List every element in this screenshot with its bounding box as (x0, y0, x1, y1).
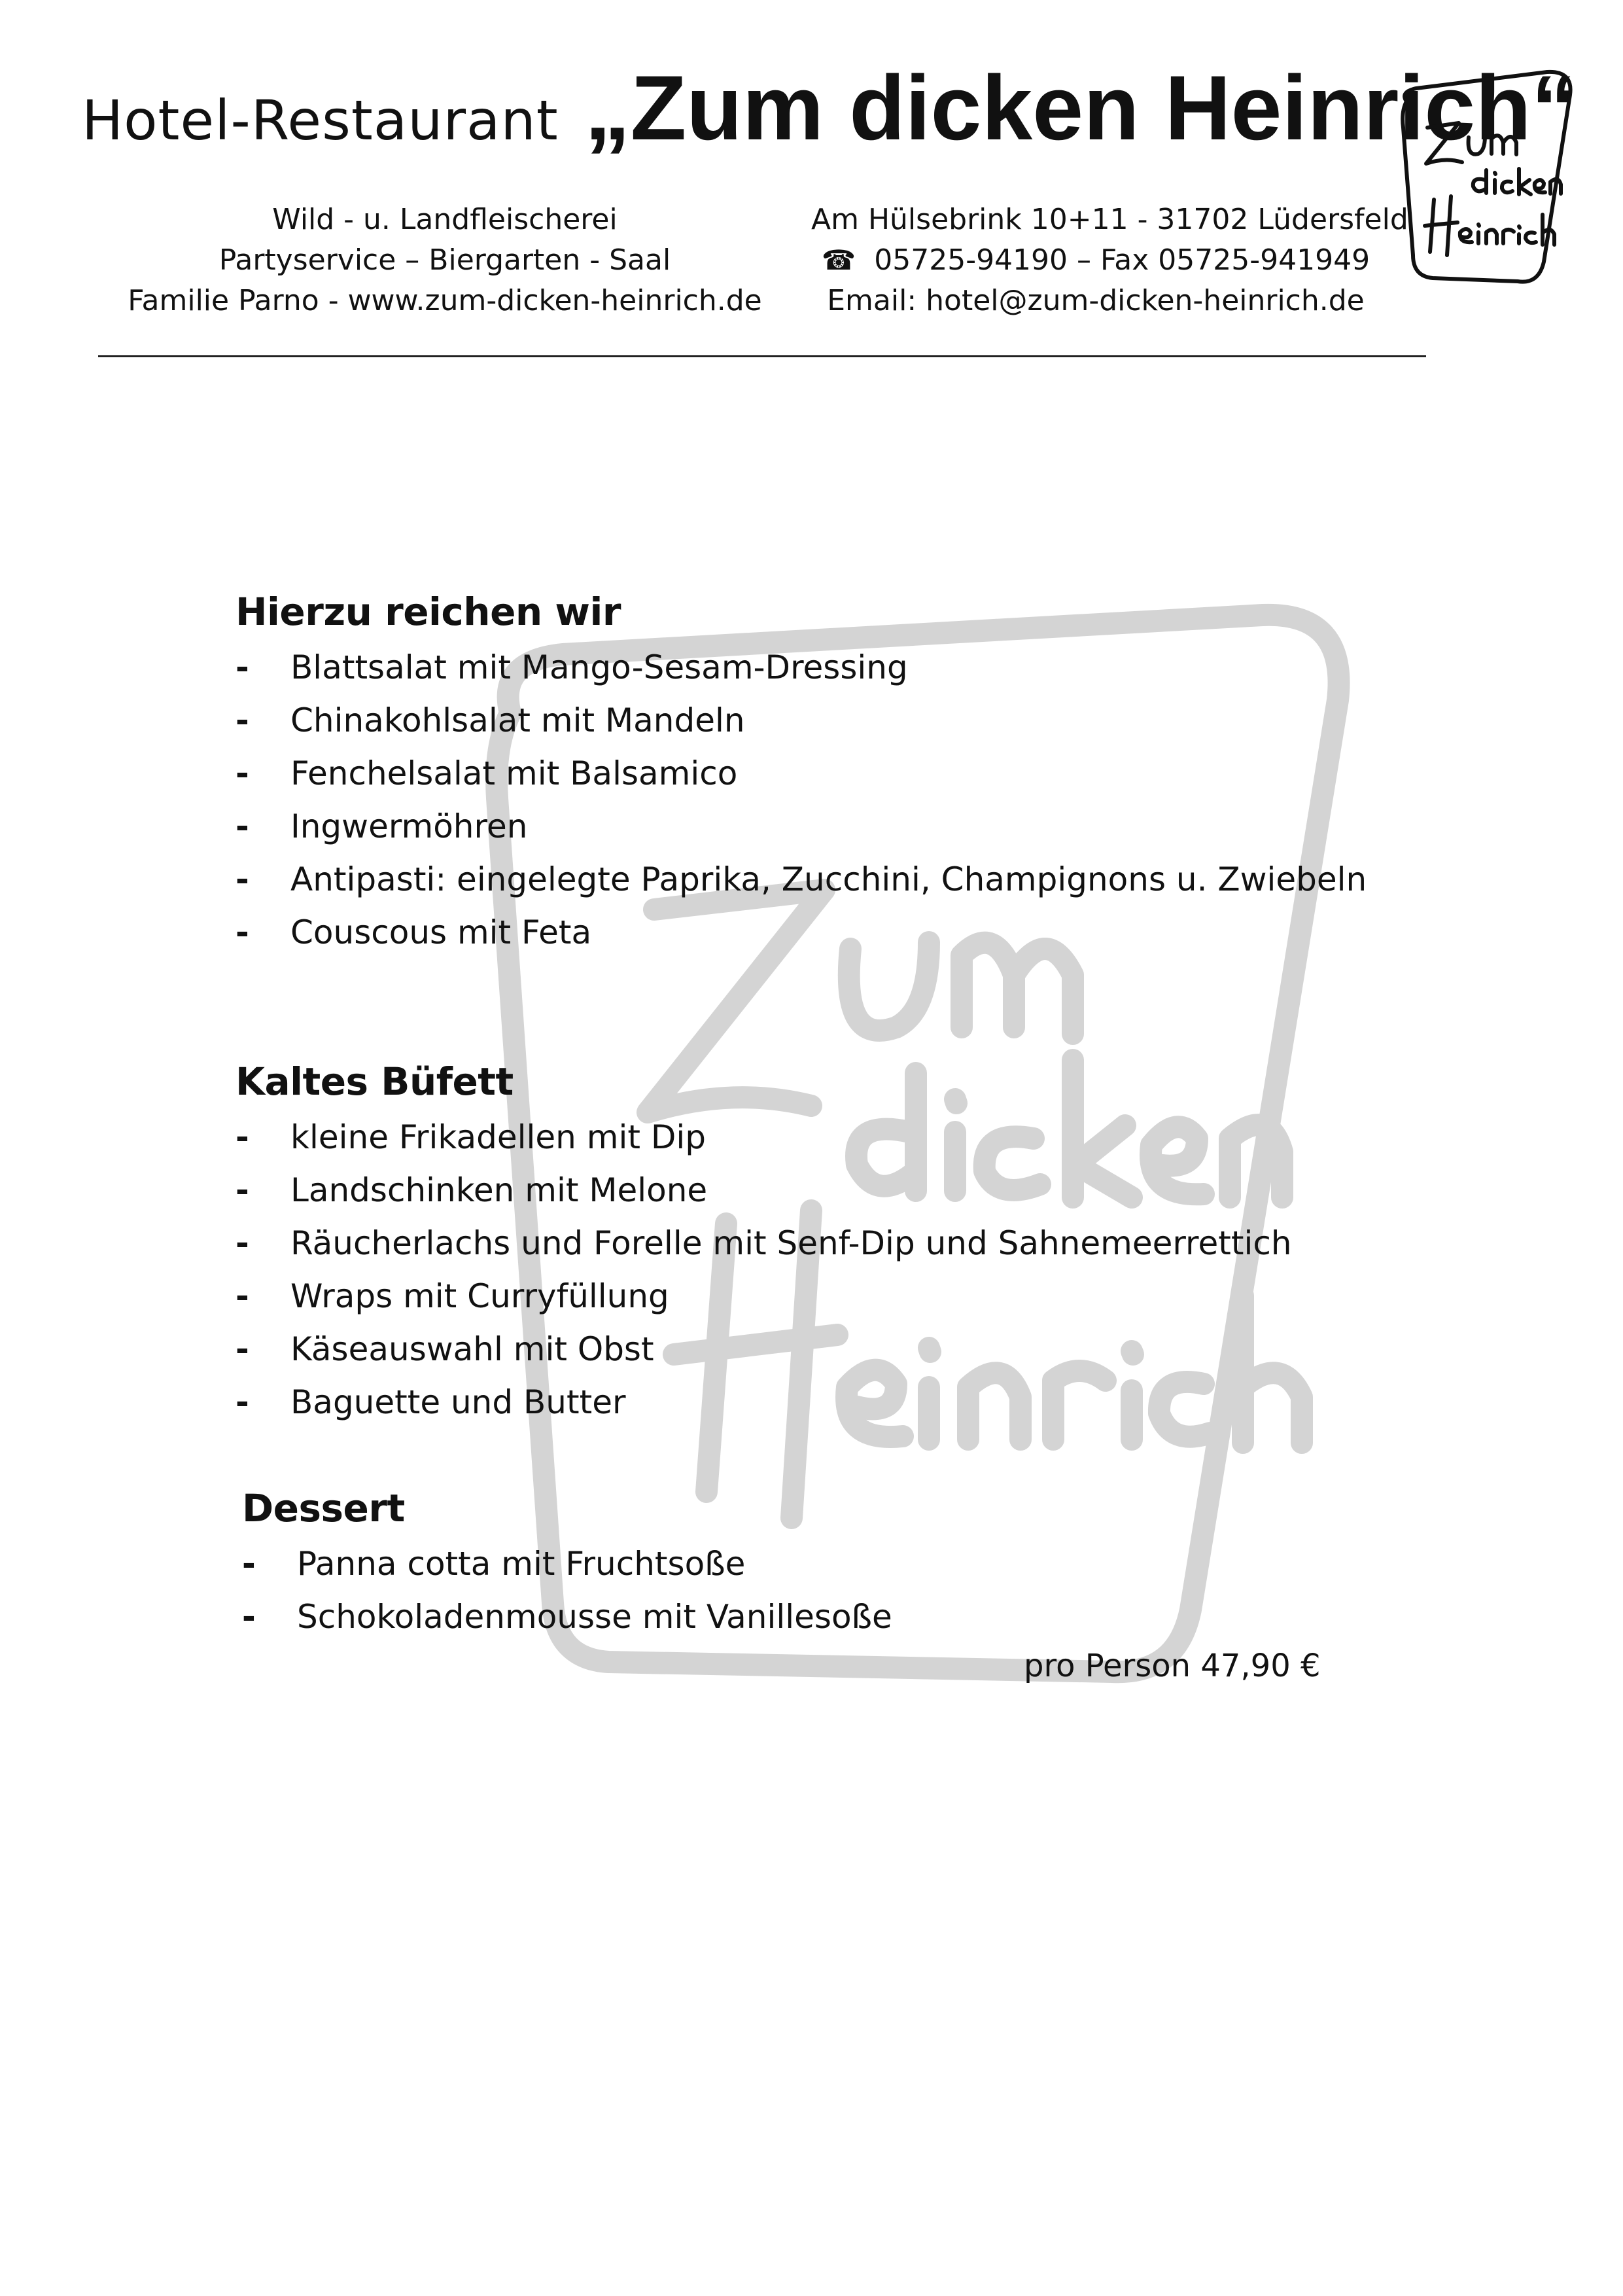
section-title: Kaltes Büfett (236, 1059, 514, 1104)
menu-item (236, 641, 1367, 694)
menu-item-text: Baguette und Butter (290, 1383, 626, 1421)
menu-item-text: Antipasti: eingelegte Paprika, Zucchini, Champignons u. Zwiebeln (290, 860, 1367, 898)
menu-item (236, 747, 1367, 800)
restaurant-logo (1387, 65, 1583, 294)
menu-item (236, 1217, 1292, 1270)
bullet-dash: - (236, 913, 249, 951)
menu-item-text: Panna cotta mit Fruchtsoße (297, 1545, 746, 1583)
menu-item-text: kleine Frikadellen mit Dip (290, 1118, 706, 1156)
menu-item (236, 800, 1367, 853)
bullet-dash: - (236, 648, 249, 686)
bullet-dash: - (236, 1330, 249, 1368)
menu-item (236, 906, 1367, 959)
address-line: Am Hülsebrink 10+11 - 31702 Lüdersfeld (811, 203, 1408, 236)
menu-item-text: Wraps mit Curryfüllung (290, 1277, 669, 1315)
menu-item-text: Schokoladenmousse mit Vanillesoße (297, 1598, 892, 1636)
menu-item-list (242, 1538, 892, 1644)
menu-item-text: Fenchelsalat mit Balsamico (290, 754, 738, 792)
bullet-dash: - (236, 1224, 249, 1262)
menu-section-dessert (242, 1479, 892, 1644)
header-left-info (85, 200, 805, 321)
menu-item-list (236, 641, 1367, 959)
menu-item-text: Landschinken mit Melone (290, 1171, 708, 1209)
menu-item-text: Couscous mit Feta (290, 913, 592, 951)
bullet-dash: - (236, 1383, 249, 1421)
menu-section-kaltes-buefett (236, 1052, 1292, 1429)
menu-item (236, 1111, 1292, 1164)
menu-item (236, 1164, 1292, 1217)
menu-item (236, 1376, 1292, 1429)
menu-item (236, 694, 1367, 747)
menu-item-text: Räucherlachs und Forelle mit Senf-Dip und Sahnemeerrettich (290, 1224, 1292, 1262)
header-left-line: Wild - u. Landfleischerei (272, 203, 618, 236)
menu-item-text: Chinakohlsalat mit Mandeln (290, 701, 745, 739)
bullet-dash: - (236, 1277, 249, 1315)
telephone-icon: ☎ (821, 244, 856, 276)
menu-item-text: Ingwermöhren (290, 807, 528, 845)
menu-section-hierzu (236, 582, 1367, 959)
header-left-line: Familie Parno - www.zum-dicken-heinrich.de (128, 284, 762, 317)
menu-item (236, 1270, 1292, 1323)
bullet-dash: - (242, 1598, 256, 1636)
phone-line (811, 240, 1380, 281)
restaurant-name: „Zum dicken Heinrich“ (584, 56, 1577, 159)
header-left-line: Partyservice – Biergarten - Saal (218, 243, 671, 277)
bullet-dash: - (236, 1171, 249, 1209)
bullet-dash: - (236, 1118, 249, 1156)
menu-item (236, 1323, 1292, 1376)
menu-item (236, 853, 1367, 906)
title-prefix: Hotel-Restaurant (82, 88, 559, 152)
menu-item-text: Blattsalat mit Mango-Sesam-Dressing (290, 648, 908, 686)
bullet-dash: - (236, 807, 249, 845)
phone-fax-text: 05725-94190 – Fax 05725-941949 (874, 243, 1370, 277)
page-title (82, 56, 1577, 159)
menu-item-list (236, 1111, 1292, 1429)
header-divider (98, 355, 1426, 357)
bullet-dash: - (242, 1545, 256, 1583)
section-title: Dessert (242, 1486, 405, 1530)
price-per-person: pro Person 47,90 € (1024, 1648, 1321, 1684)
bullet-dash: - (236, 754, 249, 792)
header-contact-info (811, 200, 1408, 321)
menu-item (242, 1538, 892, 1591)
menu-item-text: Käseauswahl mit Obst (290, 1330, 654, 1368)
menu-item (242, 1591, 892, 1644)
section-title: Hierzu reichen wir (236, 590, 621, 634)
email-line: Email: hotel@zum-dicken-heinrich.de (827, 284, 1365, 317)
bullet-dash: - (236, 860, 249, 898)
bullet-dash: - (236, 701, 249, 739)
